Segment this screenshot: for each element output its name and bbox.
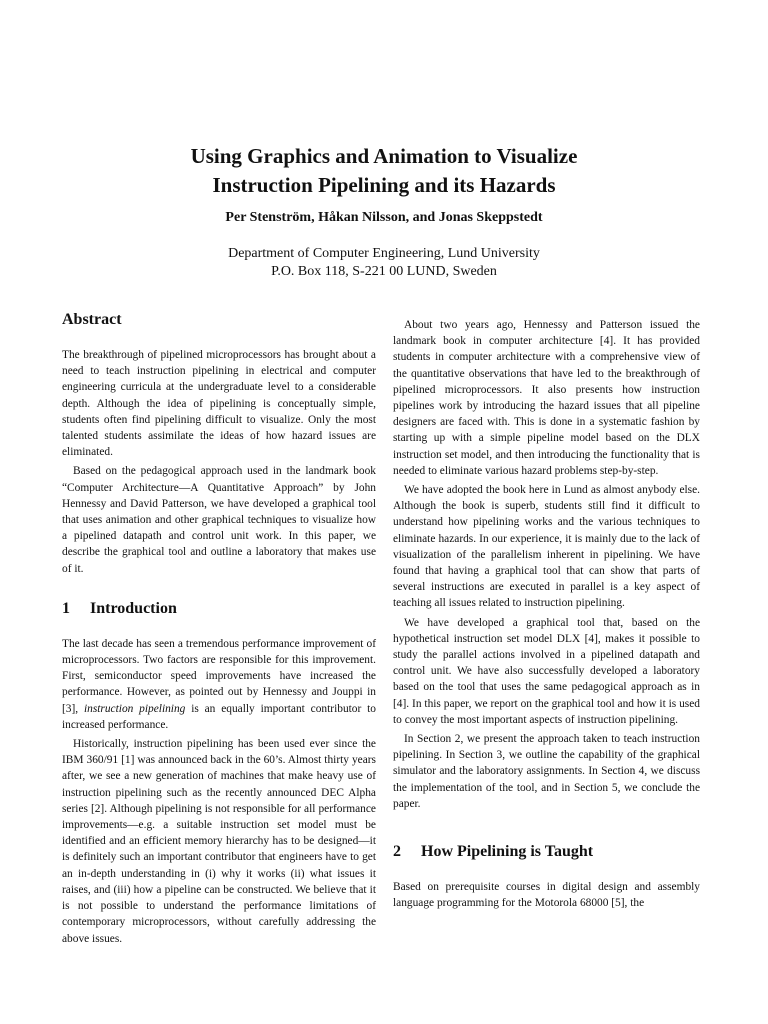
abstract-heading: Abstract [62, 311, 122, 328]
right-paragraph-1: About two years ago, Hennessy and Patterson issued the landmark book in computer architecture [4]. It has provided students in computer architecture with a comprehensive view of the quantitative observations that have led to the breakthrough of pipelined microprocessors. It also presents how instruction pipelines work by introducing the hazard issues that all pipeline designers are faced with. This is done in a systematic fashion by starting up with a simple pipeline model based on the DLX instruction set model, and then introducing the functionality that is needed to eliminate various hazard problems step-by-step. [393, 319, 700, 477]
title-line-1: Using Graphics and Animation to Visualize [190, 144, 578, 168]
section-1-heading [62, 599, 376, 619]
right-paragraph-4: In Section 2, we present the approach taken to teach instruction pipelining. In Section 3, we outline the capability of the graphical simulator and the laboratory assignments. In Section 4, we discuss the implementation of the tool, and in Section 5, we conclude the paper. [393, 733, 700, 810]
section-2-paragraph-1: Based on prerequisite courses in digital design and assembly language programming for the Motorola 68000 [5], the [393, 881, 700, 910]
left-column [62, 310, 376, 950]
right-paragraph-3: We have developed a graphical tool that, based on the hypothetical instruction set model DLX [4], makes it possible to study the parallel actions involved in a pipelined datapath and control unit. We have also successfully developed a laboratory based on the tool that uses the same pedagogical approach as in [4]. In this paper, we report on the graphical tool and how it is used to convey the most important aspects of instruction pipelining. [393, 616, 700, 726]
abstract-paragraph-2: Based on the pedagogical approach used in the landmark book “Computer Architecture—A Quantitative Approach” by John Hennessy and David Patterson, we have developed a graphical tool that uses animation and other graphical techniques to visualize how a pipelined datapath and control unit work. In this paper, we describe the graphical tool and outline a laboratory that makes use of it. [62, 465, 376, 575]
right-column [393, 317, 700, 915]
intro-paragraph-1 [62, 636, 376, 733]
intro-p1-text-end: is an equally important contributor to increased performance. [62, 702, 376, 731]
affiliation [0, 245, 768, 281]
affiliation-line-1: Department of Computer Engineering, Lund University [228, 246, 540, 261]
abstract-paragraph-1: The breakthrough of pipelined microprocessors has brought about a need to teach instruction pipelining in electrical and computer engineering curricula at the undergraduate level to a considerable depth. Although the idea of pipelining is conceptually simple, students often find pipelining difficult to visualize. Only the most talented students assimilate the ideas of how hazard issues are eliminated. [62, 349, 376, 459]
affiliation-line-2: P.O. Box 118, S-221 00 LUND, Sweden [271, 264, 497, 279]
intro-p1-emphasis: instruction pipelining [83, 702, 186, 715]
section-2-number: 2 [393, 843, 401, 861]
section-2-title: How Pipelining is Taught [421, 843, 594, 861]
paper-title [0, 142, 768, 200]
intro-p1-text: The last decade has seen a tremendous performance improvement of microprocessors. Two factors are responsible for this improvement. First, semiconductor speed improvements have increased the performance. However, as pointed out by Hennessy and Jouppi in [3], [62, 637, 376, 715]
section-1-title: Introduction [90, 599, 177, 617]
intro-paragraph-2: Historically, instruction pipelining has been used ever since the IBM 360/91 [1] was announced back in the 60’s. Almost thirty years after, we see a new generation of machines that make heavy use of instruction pipelining such as the recently announced DEC Alpha series [2]. Although pipelining is not responsible for all performance improvements—e.g. a suitable instruction set model must be identified and an efficient memory hierarchy has to be designed—it is definitely such an important contributor that engineers have to get an in-depth understanding in (i) why it works (ii) what issues it raises, and (iii) how a pipeline can be constructed. We believe that it is not possible to understand the performance limitations of contemporary microprocessors, without carefully addressing the above issues. [62, 738, 376, 945]
right-paragraph-2: We have adopted the book here in Lund as almost anybody else. Although the book is superb, students still find it difficult to understand how pipelining works and the various techniques to eliminate hazards. In our experience, it is mainly due to the lack of visualization of the parallelism inherent in pipelining. We have found that having a graphical tool that can show that parts of several instructions are executed in parallel is a key aspect of teaching all issues related to instruction pipelining. [393, 484, 700, 610]
section-1-number: 1 [62, 599, 70, 617]
title-line-2: Instruction Pipelining and its Hazards [212, 173, 556, 197]
authors: Per Stenström, Håkan Nilsson, and Jonas Skeppstedt [225, 210, 543, 225]
section-2-heading [393, 842, 700, 862]
